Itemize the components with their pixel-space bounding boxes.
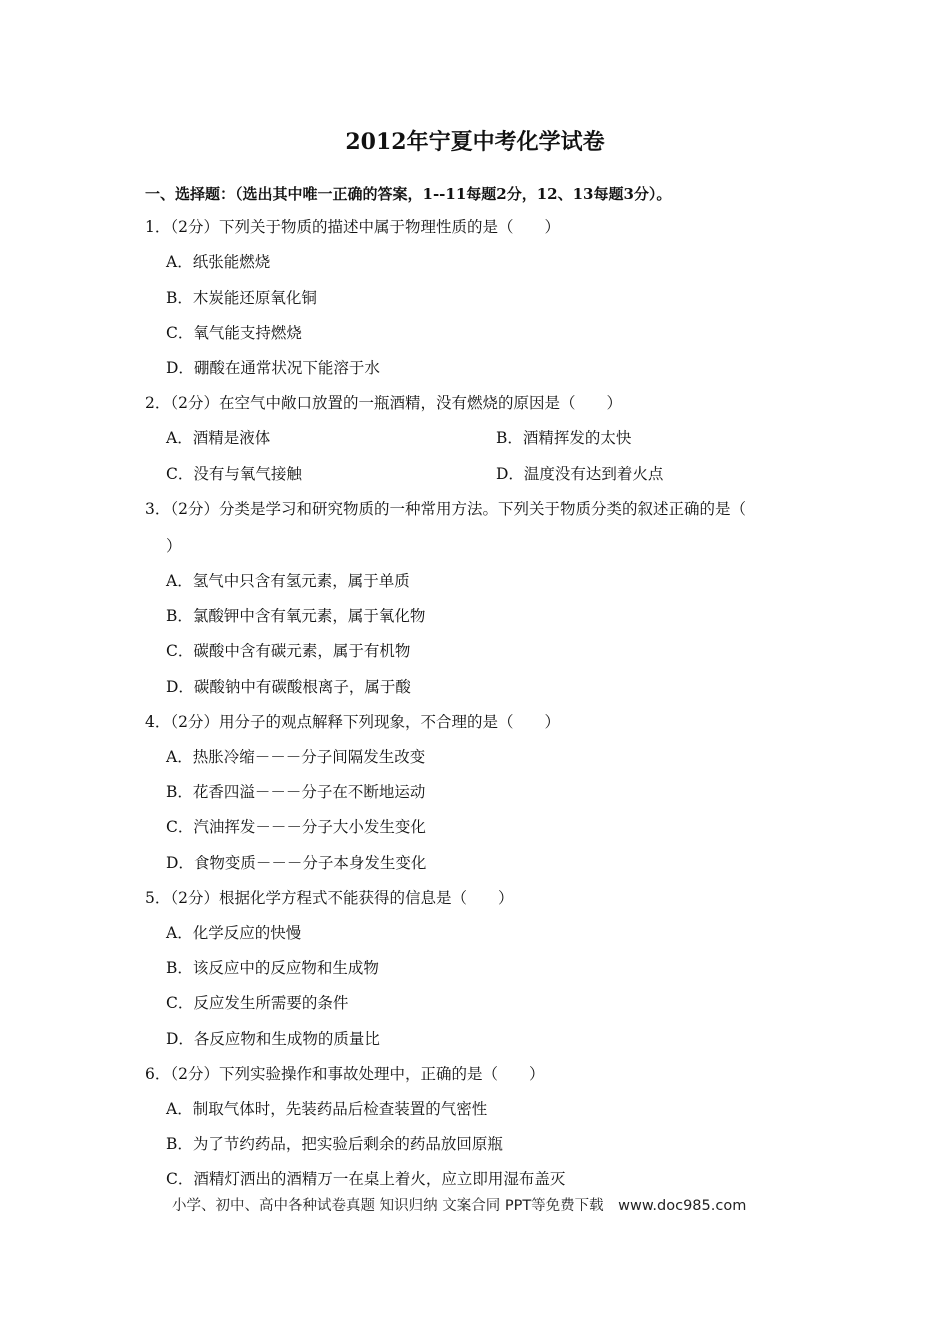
question-6-stem: 6．（2分）下列实验操作和事故处理中，正确的是（ ） — [145, 1065, 545, 1083]
question-1-option-c: C．氧气能支持燃烧 — [166, 324, 302, 342]
question-3-option-c: C．碳酸中含有碳元素，属于有机物 — [166, 642, 411, 660]
question-6-option-a: A．制取气体时，先装药品后检查装置的气密性 — [166, 1100, 488, 1118]
question-3-stem: 3．（2分）分类是学习和研究物质的一种常用方法。下列关于物质分类的叙述正确的是（ — [145, 500, 746, 518]
question-1-option-a: A．纸张能燃烧 — [166, 253, 271, 271]
question-6-option-c: C．酒精灯洒出的酒精万一在桌上着火，应立即用湿布盖灭 — [166, 1170, 566, 1188]
footer-banner: 小学、初中、高中各种试卷真题 知识归纳 文案合同 PPT等免费下载 www.doc985.com — [172, 1198, 747, 1214]
question-5-option-c: C．反应发生所需要的条件 — [166, 994, 349, 1012]
question-2-option-d: D．温度没有达到着火点 — [496, 465, 664, 483]
page-title: 2012年宁夏中考化学试卷 — [345, 129, 605, 155]
question-3-option-a: A．氢气中只含有氢元素，属于单质 — [166, 572, 410, 590]
question-1-option-d: D．硼酸在通常状况下能溶于水 — [166, 359, 380, 377]
question-4-stem: 4．（2分）用分子的观点解释下列现象，不合理的是（ ） — [145, 713, 560, 731]
question-1-stem: 1．（2分）下列关于物质的描述中属于物理性质的是（ ） — [145, 218, 560, 236]
question-6-option-b: B．为了节约药品，把实验后剩余的药品放回原瓶 — [166, 1135, 503, 1153]
question-4-option-b: B．花香四溢－－－分子在不断地运动 — [166, 783, 426, 801]
question-5-option-a: A．化学反应的快慢 — [166, 924, 302, 942]
question-2-option-c: C．没有与氧气接触 — [166, 465, 302, 483]
section-heading: 一、选择题：（选出其中唯一正确的答案，1--11每题2分，12、13每题3分）。 — [145, 185, 672, 203]
question-3-stem-continuation: ） — [166, 537, 182, 555]
question-5-option-d: D．各反应物和生成物的质量比 — [166, 1030, 380, 1048]
question-4-option-c: C．汽油挥发－－－分子大小发生变化 — [166, 818, 426, 836]
question-2-option-a: A．酒精是液体 — [166, 429, 271, 447]
question-3-option-b: B．氯酸钾中含有氧元素，属于氧化物 — [166, 607, 426, 625]
question-4-option-d: D．食物变质－－－分子本身发生变化 — [166, 854, 427, 872]
question-2-stem: 2．（2分）在空气中敞口放置的一瓶酒精，没有燃烧的原因是（ ） — [145, 394, 622, 412]
question-1-option-b: B．木炭能还原氧化铜 — [166, 289, 317, 307]
question-3-option-d: D．碳酸钠中有碳酸根离子，属于酸 — [166, 678, 411, 696]
question-4-option-a: A．热胀冷缩－－－分子间隔发生改变 — [166, 748, 426, 766]
question-5-stem: 5．（2分）根据化学方程式不能获得的信息是（ ） — [145, 889, 514, 907]
question-2-option-b: B．酒精挥发的太快 — [496, 429, 632, 447]
question-5-option-b: B．该反应中的反应物和生成物 — [166, 959, 379, 977]
